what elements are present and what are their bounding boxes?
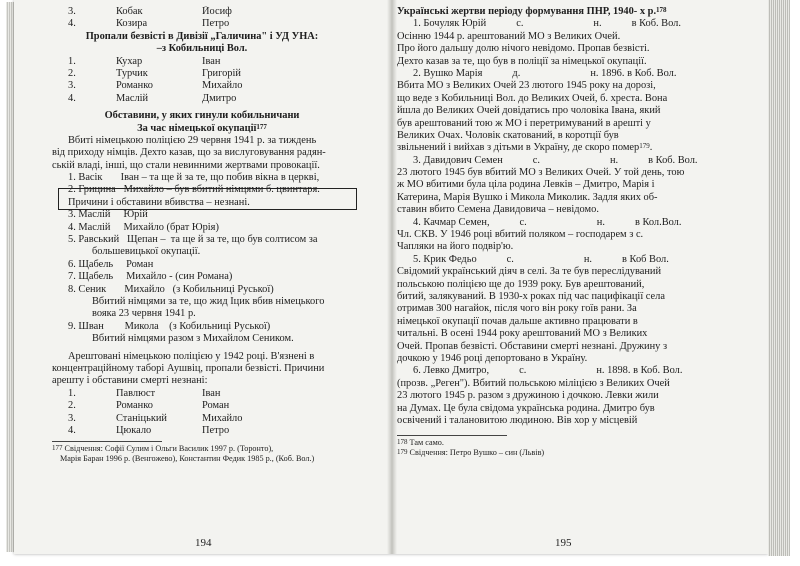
footnote-divider xyxy=(52,441,162,442)
list-item: 4. Козира Петро xyxy=(68,18,230,30)
book-gutter xyxy=(387,0,397,554)
list-item: 2. Турчик Григорій xyxy=(68,67,241,79)
victim-entry: 9. Шван Микола (з Кобильниці Руської) xyxy=(68,320,271,332)
paragraph-line: йшла до Великих Очей довідатись про чоловіка Івана, який xyxy=(397,105,661,117)
victim-entry: 3. Маслій Юрій xyxy=(68,209,148,221)
footnote-line: Марія Баран 1996 р. (Венгожево), Константин Федик 1985 р., (Коб. Вол.) xyxy=(60,454,315,464)
left-page-edges xyxy=(6,2,14,552)
section-title: Обставини, у яких гинули кобильничани xyxy=(104,110,300,122)
footnote: $^{179}$ Свідчення: Петро Вушко – син (Львів) xyxy=(397,448,545,458)
paragraph-line: Вбитий німцями разом з Михайлом Сеником. xyxy=(92,333,294,345)
victim-entry: 5. Равський Щепан – та ще й за те, що був солтисом за xyxy=(68,234,318,246)
section-subtitle: За час німецької окупації$^{177}$ xyxy=(137,122,267,134)
paragraph-line: освічений і талановитою людиною. Вів хор у місцевій xyxy=(397,414,638,426)
paragraph-line: від приходу німців. Дехто казав, що за вислуговування радян- xyxy=(52,147,326,159)
victim-entry: 6. Щабель Роман xyxy=(68,258,154,270)
section-title: Пропали безвісті в Дивізії „Галичина" і УД УНА: xyxy=(85,30,319,42)
right-page xyxy=(397,6,734,458)
footnote: $^{177}$ Свідчення: Софії Сулим і Ольги Василик 1997 р. (Торонто), xyxy=(52,444,274,454)
footnote-ref: 177 xyxy=(256,122,267,131)
paragraph-line: концентраційному таборі Аушвіц, пропали безвісті. Причини xyxy=(52,362,325,374)
paragraph-line: був арештований тою ж МО і перетримуваний в арешті у xyxy=(397,117,651,129)
list-item: 4. Маслій Дмитро xyxy=(68,92,237,104)
paragraph-line: (прозв. „Реген"). Вбитий польською міліцією з Великих Очей xyxy=(397,377,670,389)
list-item: 4. Цюкало Петро xyxy=(68,424,230,436)
paragraph-line: отримав 300 нагайок, після чого він року гоїв рани. За xyxy=(397,303,637,315)
paragraph-line: Причини і обставини вбивства – незнані. xyxy=(68,196,250,208)
footnote-ref: 179 xyxy=(639,142,650,151)
victim-entry: 8. Сеник Михайло (з Кобильниці Руської) xyxy=(68,283,274,295)
list-item: 1. Кухар Іван xyxy=(68,55,221,67)
paragraph-line: польською поліцією ще до 1939 року. Був арештований, xyxy=(397,278,645,290)
paragraph-line: Про його дальшу долю нічого невідомо. Пропав безвісті. xyxy=(397,43,650,55)
paragraph-line: Великих Очах. Чоловік скатований, в коротції був xyxy=(397,129,619,141)
paragraph-line: битий, залякуваний. В 1930-х роках під час пацифікації села xyxy=(397,290,665,302)
list-item: 3. Романко Михайло xyxy=(68,80,243,92)
paragraph-line: Чл. СКВ. У 1946 році вбитий поляком – господарем з с. xyxy=(397,229,644,241)
victim-entry: 1. Васік Іван – та ще й за те, що побив вікна в церкві, xyxy=(68,172,320,184)
footnote-divider xyxy=(397,435,507,436)
list-item: 3. Кобак Йосиф xyxy=(68,6,232,17)
paragraph-line: Катерина, Марія Вушко і Микола Миколик. Задля яких об- xyxy=(397,191,658,203)
list-item: 2. Романко Роман xyxy=(68,400,230,412)
paragraph-line: Вбиті німецькою поліцією 29 червня 1941 р. за тиждень xyxy=(68,134,317,146)
paragraph-line: 23 лютого 1945 р. разом з дружиною і дочкою. Левки жили xyxy=(397,390,659,402)
paragraph-line: Чапляки на його подвір'ю. xyxy=(397,241,514,253)
paragraph-line: Вбитий німцями за те, що жид Іцик вбив німецького xyxy=(92,295,325,307)
paragraph-line: звільнений і вийхав з дітьми в Україну, де скоро помер$^{179}$. xyxy=(397,142,653,154)
paragraph-line: Арештовані німецькою поліцією у 1942 році. В'язнені в xyxy=(68,350,315,362)
page-number: 194 xyxy=(195,537,212,549)
paragraph-line: що веде з Кобильниці Вол. до Великих Очей, б. хреста. Вона xyxy=(397,92,668,104)
page-number: 195 xyxy=(555,537,572,549)
paragraph-line: ставин вбито Семена Давидовича – невідомо. xyxy=(397,204,599,216)
entry-header: 1. Бочуляк Юрій с. н. в Коб. Вол. xyxy=(413,18,681,30)
paragraph-line: читальні. В осені 1944 року арештований МО з Великих xyxy=(397,328,648,340)
footnote: $^{178}$ Там само. xyxy=(397,438,444,448)
paragraph-line: вояка 23 червня 1941 р. xyxy=(92,308,196,320)
paragraph-line: німецької окупації почав дальше активно працювати в xyxy=(397,315,638,327)
entry-header: 6. Левко Дмитро, с. н. 1898. в Коб. Вол. xyxy=(413,365,683,377)
list-item: 3. Станіцький Михайло xyxy=(68,412,243,424)
entry-header: 5. Крик Федьо с. н. в Коб Вол. xyxy=(413,253,669,265)
entry-header: 2. Вушко Марія д. н. 1896. в Коб. Вол. xyxy=(413,67,677,79)
section-subtitle: –з Кобильниці Вол. xyxy=(156,43,248,55)
left-page xyxy=(52,6,352,464)
paragraph-line: дочкою у 1946 році депортовано в Україну. xyxy=(397,352,588,364)
paragraph-line: Дехто казав за те, що був в поліції за німецької окупації. xyxy=(397,55,647,67)
footnote-ref: 178 xyxy=(656,6,667,14)
entry-header: 3. Давидович Семен с. н. в Коб. Вол. xyxy=(413,154,698,166)
victim-entry: 4. Маслій Михайло (брат Юрія) xyxy=(68,221,219,233)
list-item: 1. Павлюст Іван xyxy=(68,387,221,399)
paragraph-line: на Думах. Це була свідома українська родина. Дмитро був xyxy=(397,402,655,414)
paragraph-line: ській владі, інші, що стали невинними жертвами провокації. xyxy=(52,159,320,171)
paragraph-line: Осінню 1944 р. арештований МО з Великих Очей. xyxy=(397,30,621,42)
paragraph-line: большевицької окупації. xyxy=(92,246,201,258)
highlight-box xyxy=(58,188,357,210)
paragraph-line: Свідомий український діяч в селі. За те був переслідуваний xyxy=(397,266,662,278)
page-title: Українські жертви періоду формування ПНР, 1940- х р.$^{178}$ xyxy=(397,6,667,17)
entry-header: 4. Качмар Семен, с. н. в Кол.Вол. xyxy=(413,216,682,228)
paragraph-line: арешту і обставини смерті незнані: xyxy=(52,375,208,387)
paragraph-line: ж МО вбитими була ціла родина Левків – Дмитро, Марія і xyxy=(397,179,655,191)
victim-entry: 7. Щабель Михайло - (син Романа) xyxy=(68,271,233,283)
right-page-edges xyxy=(768,0,790,556)
paragraph-line: Очей. Пропав безвісті. Обставини смерті незнані. Дружину з xyxy=(397,340,668,352)
paragraph-line: 23 лютого 1945 був вбитий МО з Великих Очей. У той день, тою xyxy=(397,167,685,179)
victim-entry: 2. Грицина Михайло – був вбитий німцями б. цвинтаря. xyxy=(68,184,320,196)
paragraph-line: Вбита МО з Великих Очей 23 лютого 1945 року на дорозі, xyxy=(397,80,656,92)
